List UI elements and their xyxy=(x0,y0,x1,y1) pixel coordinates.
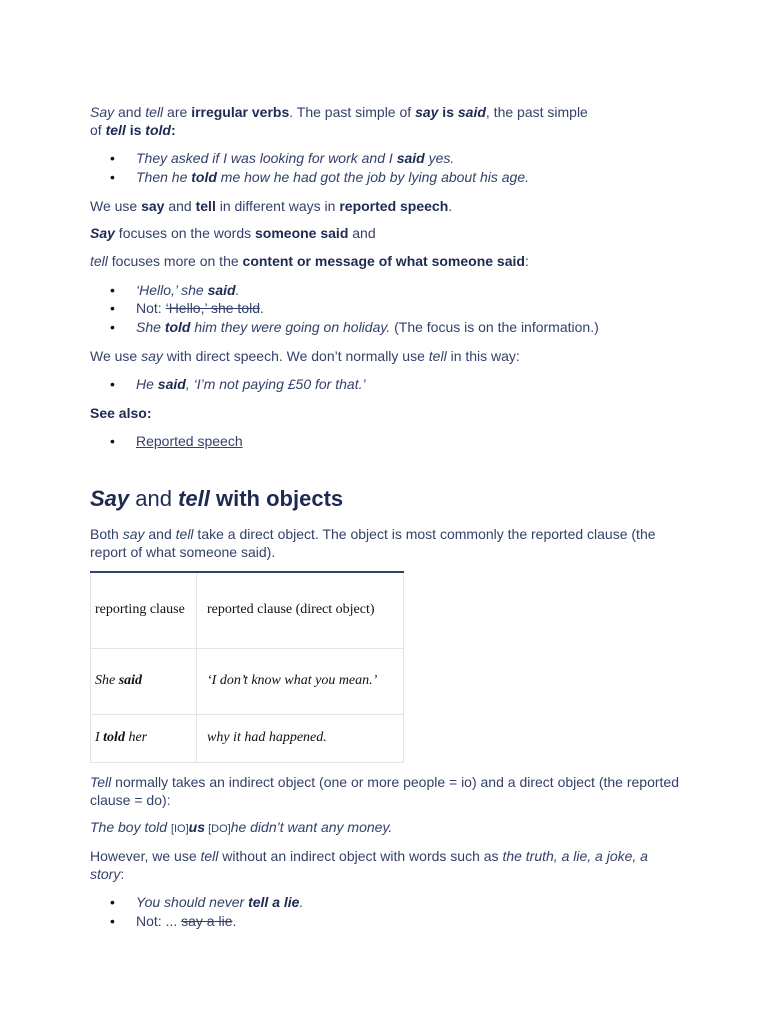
text: However, we use xyxy=(90,848,201,864)
text: and xyxy=(348,225,376,241)
word-say: Say xyxy=(90,486,130,511)
list-item xyxy=(113,375,693,393)
indirect-object-paragraph xyxy=(90,773,680,809)
word-tell: Tell xyxy=(90,774,112,790)
both-paragraph xyxy=(90,525,680,561)
word-say: say xyxy=(122,526,145,542)
list-item xyxy=(113,893,693,911)
table-cell xyxy=(197,572,404,648)
word-told: told xyxy=(164,319,191,335)
word-say: Say xyxy=(90,225,115,241)
word-said: said xyxy=(207,282,236,298)
text: We use xyxy=(90,198,142,214)
say-focus-paragraph xyxy=(90,224,690,242)
table-row xyxy=(91,572,404,648)
word-say: say xyxy=(141,348,163,364)
text: Then he xyxy=(136,169,192,185)
text: he didn’t want any money. xyxy=(230,819,393,835)
table-cell xyxy=(91,572,197,648)
list-item xyxy=(113,168,693,186)
text: . xyxy=(260,300,264,316)
example-sentence xyxy=(90,818,690,838)
text: : xyxy=(120,866,125,882)
word-say: say xyxy=(415,104,439,120)
text: why it had happened. xyxy=(207,730,327,745)
word-tell: tell xyxy=(175,526,194,542)
table-cell xyxy=(197,714,404,762)
word-told: told xyxy=(103,730,125,745)
list-item xyxy=(113,299,693,317)
text: with direct speech. We don’t normally use xyxy=(162,348,429,364)
text: . xyxy=(299,894,304,910)
text: take a direct object. The object is most commonly the reported clause (the report of what someone said). xyxy=(90,526,656,560)
term-irregular-verbs: irregular verbs xyxy=(191,104,290,120)
text: . xyxy=(448,198,453,214)
text: normally takes an indirect object (one or more people = io) and a direct object (the reported clause = do): xyxy=(90,774,679,808)
word-tell: tell xyxy=(90,253,108,269)
text: the truth, a lie, a joke, a story xyxy=(90,848,648,882)
intro-paragraph xyxy=(90,103,690,139)
text: are xyxy=(163,104,192,120)
text: : xyxy=(170,122,176,138)
header-reported-clause: reported clause (direct object) xyxy=(207,602,375,618)
text: : xyxy=(524,253,529,269)
text: She xyxy=(95,673,119,688)
text: The boy told xyxy=(90,819,171,835)
struck-example: ‘Hello,’ she told xyxy=(165,300,260,316)
word-tell: tell xyxy=(145,104,164,120)
text: is xyxy=(438,104,458,120)
text: focuses on the words xyxy=(114,225,255,241)
text: He xyxy=(136,376,158,392)
table-row xyxy=(91,714,404,762)
text: You should never xyxy=(136,894,249,910)
text: , ‘I’m not paying £50 for that.’ xyxy=(185,376,366,392)
text: and xyxy=(114,104,146,120)
word-tell: tell xyxy=(105,122,126,138)
section-heading xyxy=(90,486,343,512)
objects-table xyxy=(90,571,404,763)
text: and xyxy=(129,486,179,511)
text: ‘Hello,’ she xyxy=(136,282,208,298)
text: and xyxy=(164,198,196,214)
term-content: content or message of what someone said xyxy=(242,253,525,269)
text: , the past simple xyxy=(485,104,588,120)
struck-example: say a lie xyxy=(181,913,233,929)
text: and xyxy=(144,526,176,542)
term-tell-a-lie: tell a lie xyxy=(248,894,300,910)
text: She xyxy=(136,319,165,335)
list-item xyxy=(113,432,693,450)
word-told: told xyxy=(145,122,171,138)
word-tell: tell xyxy=(200,848,219,864)
table-cell xyxy=(197,648,404,714)
header-reporting-clause: reporting clause xyxy=(95,602,185,618)
table-cell xyxy=(91,714,197,762)
table-cell xyxy=(91,648,197,714)
use-paragraph xyxy=(90,197,690,215)
text: with objects xyxy=(209,486,344,511)
text: is xyxy=(125,122,146,138)
word-tell: tell xyxy=(178,486,210,511)
io-marker: [IO] xyxy=(170,823,189,835)
list-item xyxy=(113,149,693,167)
text: They asked if I was looking for work and I xyxy=(136,150,397,166)
text: her xyxy=(124,730,148,745)
list-item xyxy=(113,281,693,299)
text: yes. xyxy=(424,150,455,166)
text: I xyxy=(95,730,104,745)
text: in different ways in xyxy=(215,198,340,214)
tell-focus-paragraph xyxy=(90,252,690,270)
term-reported-speech: reported speech xyxy=(339,198,449,214)
text: of xyxy=(90,122,106,138)
do-marker: [DO] xyxy=(205,823,231,835)
text: Both xyxy=(90,526,123,542)
reported-speech-link[interactable]: Reported speech xyxy=(136,433,243,449)
text: We use xyxy=(90,348,142,364)
word-said: said xyxy=(396,150,425,166)
word-tell: tell xyxy=(428,348,447,364)
text: Not: ... xyxy=(136,913,182,929)
text: him they were going on holiday. xyxy=(190,319,391,335)
text: focuses more on the xyxy=(107,253,243,269)
text: (The focus is on the information.) xyxy=(390,319,599,335)
text: without an indirect object with words such as xyxy=(218,848,503,864)
text: ‘I don’t know what you mean.’ xyxy=(207,673,378,688)
however-paragraph xyxy=(90,847,670,883)
list-item xyxy=(113,912,693,930)
text: . xyxy=(232,913,237,929)
term-someone-said: someone said xyxy=(255,225,349,241)
text: in this way: xyxy=(446,348,520,364)
text: . xyxy=(235,282,240,298)
list-item xyxy=(113,318,693,336)
text: Not: xyxy=(136,300,166,316)
word-said: said xyxy=(157,376,186,392)
text: . The past simple of xyxy=(289,104,416,120)
word-us: us xyxy=(188,819,206,835)
word-say: Say xyxy=(90,104,115,120)
word-said: said xyxy=(118,673,143,688)
table-row xyxy=(91,648,404,714)
text: me how he had got the job by lying about his age. xyxy=(216,169,530,185)
word-say: say xyxy=(141,198,165,214)
word-tell: tell xyxy=(195,198,216,214)
direct-speech-paragraph xyxy=(90,347,690,365)
word-told: told xyxy=(191,169,217,185)
see-also-label: See also: xyxy=(90,405,152,421)
word-said: said xyxy=(457,104,486,120)
